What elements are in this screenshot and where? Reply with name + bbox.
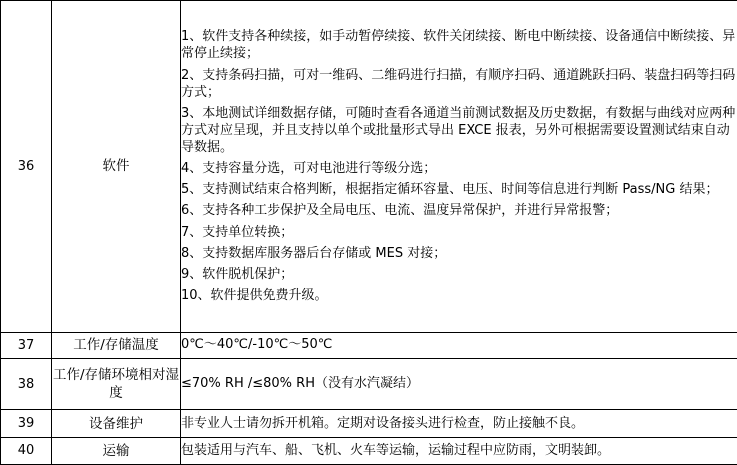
table-row-39 xyxy=(1,410,737,437)
feature-item: 2、支持条码扫描，可对一维码、二维码进行扫描，有顺序扫码、通道跳跃扫码、装盘扫码等扫码方式； xyxy=(181,67,736,100)
feature-item: 7、支持单位转换； xyxy=(181,224,294,240)
table-row-38 xyxy=(1,358,737,410)
feature-item: 4、支持容量分选，可对电池进行等级分选； xyxy=(181,161,437,176)
software-feature-list xyxy=(181,1,737,333)
item-value: 非专业人士请勿拆开机箱。定期对设备接头进行检查，防止接触不良。 xyxy=(181,410,737,437)
row-number: 36 xyxy=(1,1,52,333)
row-number: 40 xyxy=(1,437,52,464)
item-name: 工作/存储环境相对湿度 xyxy=(52,358,181,410)
feature-item: 6、支持各种工步保护及全局电压、电流、温度异常保护，并进行异常报警； xyxy=(181,203,619,219)
item-name: 软件 xyxy=(52,1,181,333)
item-name: 工作/存储温度 xyxy=(52,332,181,358)
item-value: 0℃～40℃/-10℃～50℃ xyxy=(181,332,737,358)
item-name: 设备维护 xyxy=(52,410,181,437)
feature-item: 3、本地测试详细数据存储，可随时查看各通道当前测试数据及历史数据，有数据与曲线对应两种方式对应呈现，并且支持以单个或批量形式导出 EXCE 报表，另外可根据需要设置测试结束自动导数据。 xyxy=(181,105,736,155)
table-row-37 xyxy=(1,332,737,358)
table-row-36 xyxy=(1,1,737,333)
feature-item: 9、软件脱机保护； xyxy=(181,266,294,282)
row-number: 38 xyxy=(1,358,52,410)
item-value: ≤70% RH /≤80% RH（没有水汽凝结） xyxy=(181,358,737,410)
feature-item: 1、软件支持各种续接，如手动暂停续接、软件关闭续接、断电中断续接、设备通信中断续接、异常停止续接； xyxy=(181,29,736,62)
item-name: 运输 xyxy=(52,437,181,464)
feature-item: 8、支持数据库服务器后台存储或 MES 对接； xyxy=(181,245,447,261)
item-value: 包装适用与汽车、船、飞机、火车等运输，运输过程中应防雨，文明装卸。 xyxy=(181,437,737,464)
row-number: 37 xyxy=(1,332,52,358)
row-number: 39 xyxy=(1,410,52,437)
table-row-40 xyxy=(1,437,737,464)
feature-item: 10、软件提供免费升级。 xyxy=(181,288,328,304)
feature-item: 5、支持测试结束合格判断，根据指定循环容量、电压、时间等信息进行判断 Pass/NG 结果； xyxy=(181,182,719,198)
